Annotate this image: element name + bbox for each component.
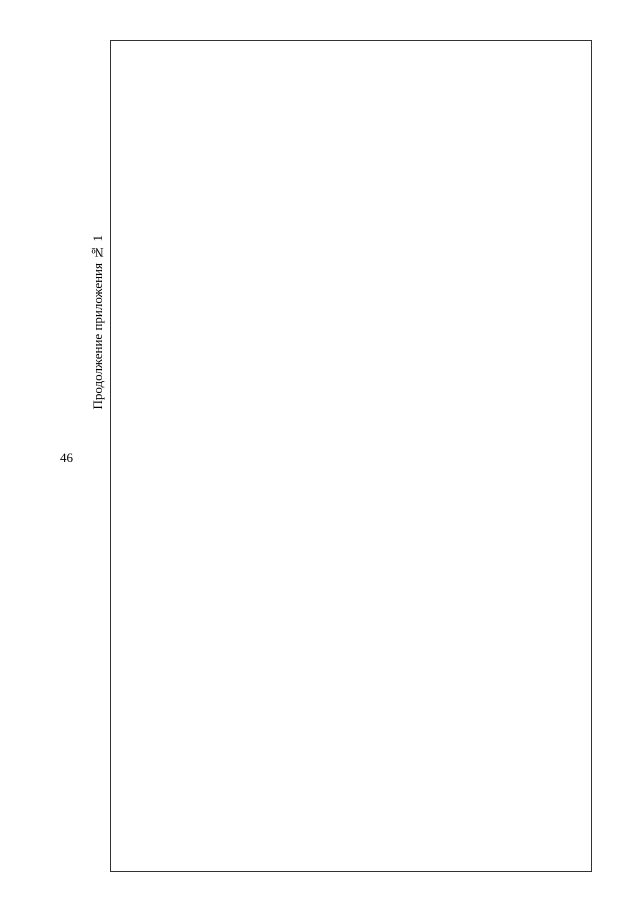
data-table [110,40,592,872]
page-number: 46 [60,450,73,465]
appendix-heading: Продолжение приложения № 1 [90,235,105,410]
